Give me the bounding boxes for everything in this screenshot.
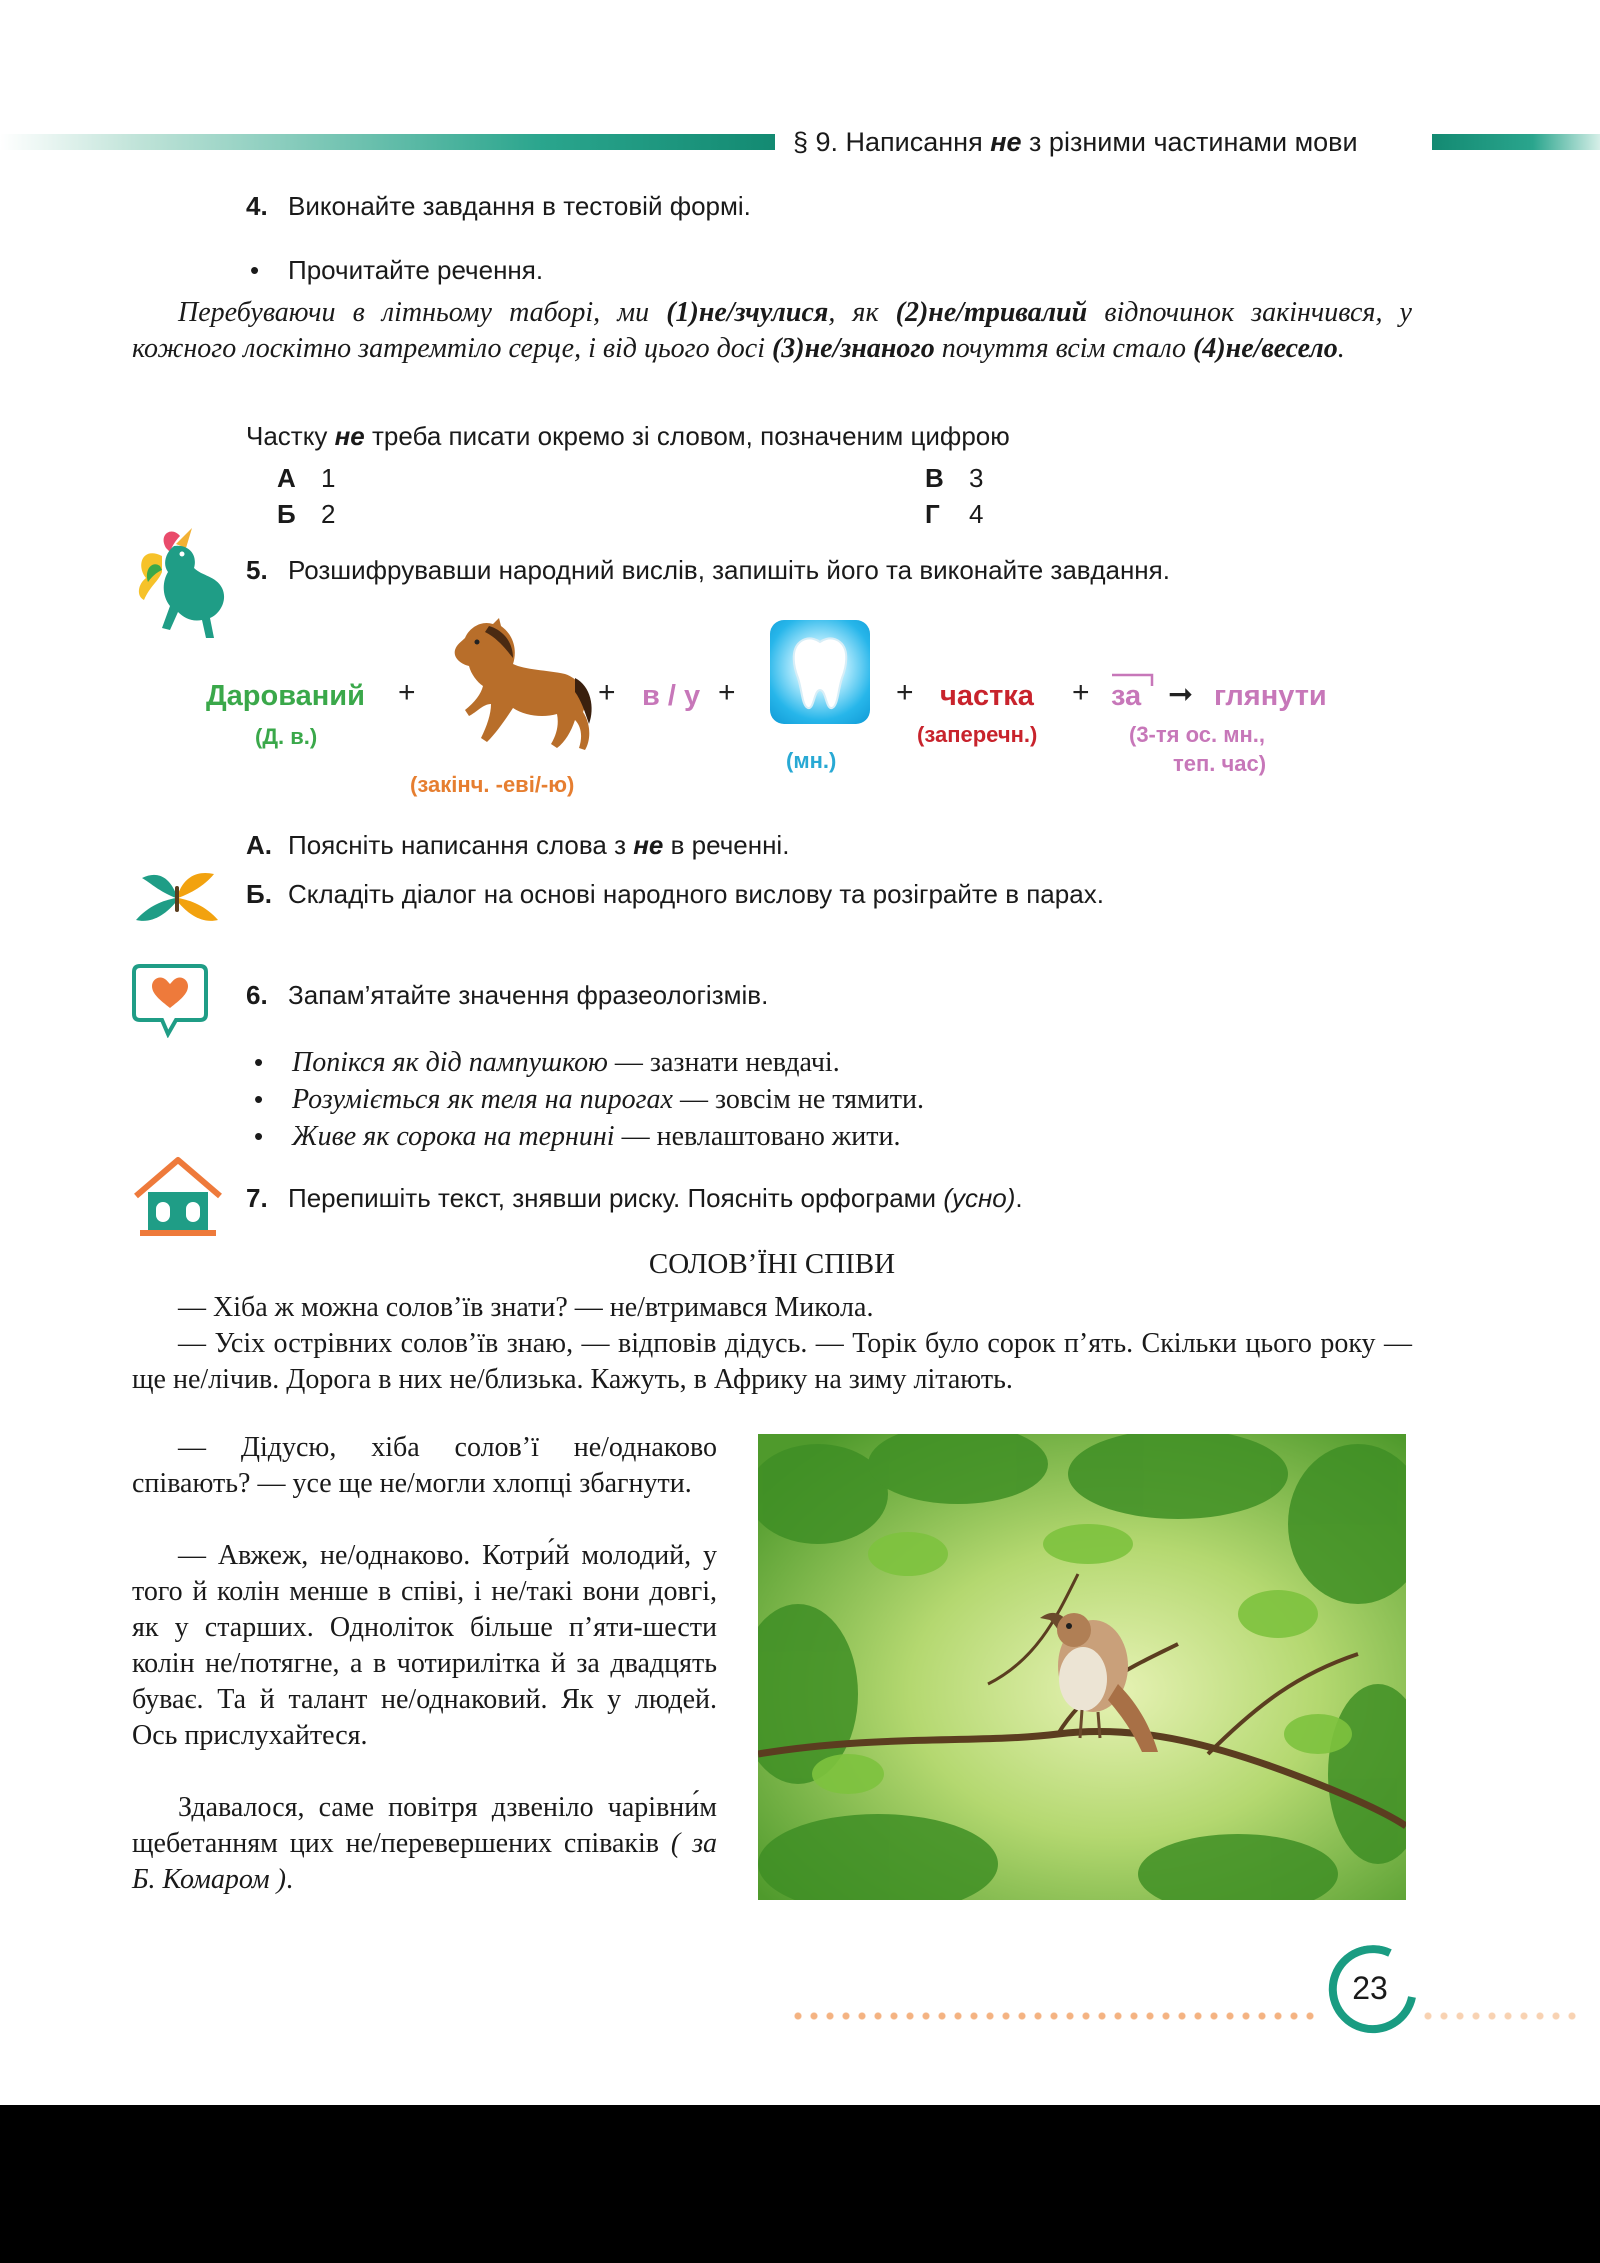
rebus-note-verb-1: (3-тя ос. мн.,	[1129, 722, 1266, 747]
idiom-item: • Розуміється як теля на пирогах — зовсім не тямити.	[254, 1084, 924, 1115]
butterfly-icon	[130, 868, 224, 928]
option-b[interactable]: Б 2	[277, 499, 336, 529]
rebus-note-case: (Д. в.)	[255, 724, 318, 749]
dots-left	[790, 2012, 1320, 2020]
idiom-item: • Попікся як дід пампушкою — зазнати невдачі.	[254, 1047, 840, 1078]
task-5-b: Б. Складіть діалог на основі народного вислову та розіграйте в парах.	[246, 879, 1104, 909]
story-title: СОЛОВ’ЇНІ СПІВИ	[648, 1248, 896, 1280]
task-4-sentence: Перебуваючи в літньому таборі, ми (1)не/зчулися, як (2)не/тривалий відпочинок закінчився, у кожного лоскітно затремтіло серце, і від цього досі (3)не/знаного почуття всім стало (4)не/весело.	[132, 297, 1412, 364]
option-v[interactable]: В 3	[925, 463, 984, 493]
rebus-prefix: за	[1111, 680, 1142, 712]
story-paragraph: — Усіх острівних солов’їв знаю, — відповів дідусь. — Торік було сорок п’ять. Скільки цього року — ще не/лічив. Дорога в них не/близька. Кажуть, в Африку на зиму літають.	[132, 1328, 1412, 1395]
rebus-note-particle: (заперечн.)	[917, 722, 1038, 747]
header-bar-right	[1432, 134, 1600, 150]
task-5-a: А. Поясніть написання слова з не в реченні.	[246, 830, 790, 860]
story-paragraph: — Хіба ж можна солов’їв знати? — не/втримався Микола.	[178, 1292, 874, 1323]
rebus-note-tooth: (мн.)	[786, 748, 837, 773]
task-4-instruction: • Прочитайте речення.	[250, 255, 544, 285]
rebus-plus-5: +	[1072, 676, 1090, 709]
rebus-arrow: ➞	[1168, 678, 1194, 711]
task-5: 5. Розшифрувавши народний вислів, запишіть його та виконайте завдання.	[246, 555, 1170, 585]
unicorn-icon	[132, 526, 236, 642]
horse-image	[425, 608, 595, 758]
story-paragraph-final: Здавалося, саме повітря дзвеніло чарівни́м щебетанням цих не/перевершених співаків ( за Б. Комаром ).	[132, 1792, 717, 1895]
task-4: 4. Виконайте завдання в тестовій формі.	[246, 191, 751, 221]
header-bar-left	[0, 134, 775, 150]
rebus-prep: в / у	[642, 680, 701, 712]
rebus-plus-1: +	[398, 676, 416, 709]
idiom-list	[250, 1044, 924, 1155]
task-4-question: Частку не треба писати окремо зі словом, позначеним цифрою	[246, 421, 1010, 451]
page-number: 23	[1352, 1970, 1388, 2006]
rebus-plus-3: +	[718, 676, 736, 709]
task-6: 6. Запам’ятайте значення фразеологізмів.	[246, 980, 769, 1010]
idiom-item: • Живе як сорока на тернині — невлаштовано жити.	[254, 1121, 901, 1152]
tooth-icon	[770, 620, 870, 724]
rebus-particle: частка	[940, 680, 1034, 712]
rebus-plus-2: +	[598, 676, 616, 709]
dots-right	[1420, 2012, 1580, 2020]
option-g[interactable]: Г 4	[925, 499, 984, 529]
section-title: § 9. Написання не з різними частинами мови	[793, 127, 1358, 157]
house-icon	[132, 1156, 224, 1238]
story-paragraph: — Авжеж, не/однаково. Котри́й молодий, у того й колін менше в співі, і не/такі вони довгі, як у старших. Одноліток більше п’яти-шести колін не/потягне, а в чотирилітка й за двадцять буває. Та й талант не/однаковий. Як у людей. Ось прислухайтеся.	[132, 1540, 717, 1751]
option-a[interactable]: А 1	[277, 463, 336, 493]
story-paragraph: — Дідусю, хіба солов’ї не/однаково співають? — усе ще не/могли хлопці збагнути.	[132, 1432, 717, 1499]
task-7: 7. Перепишіть текст, знявши риску. Поясніть орфограми (усно).	[246, 1183, 1023, 1213]
rebus-note-verb-2: теп. час)	[1173, 751, 1267, 776]
prefix-mark-icon	[1110, 672, 1156, 688]
nightingale-photo	[758, 1434, 1406, 1900]
rebus-verb: глянути	[1214, 680, 1327, 712]
rebus-note-horse: (закінч. -еві/-ю)	[410, 772, 575, 797]
heart-memo-icon	[130, 962, 210, 1038]
tooth-image	[770, 620, 870, 724]
rebus-plus-4: +	[896, 676, 914, 709]
rebus-word-darovanyi: Дарований	[206, 680, 365, 712]
